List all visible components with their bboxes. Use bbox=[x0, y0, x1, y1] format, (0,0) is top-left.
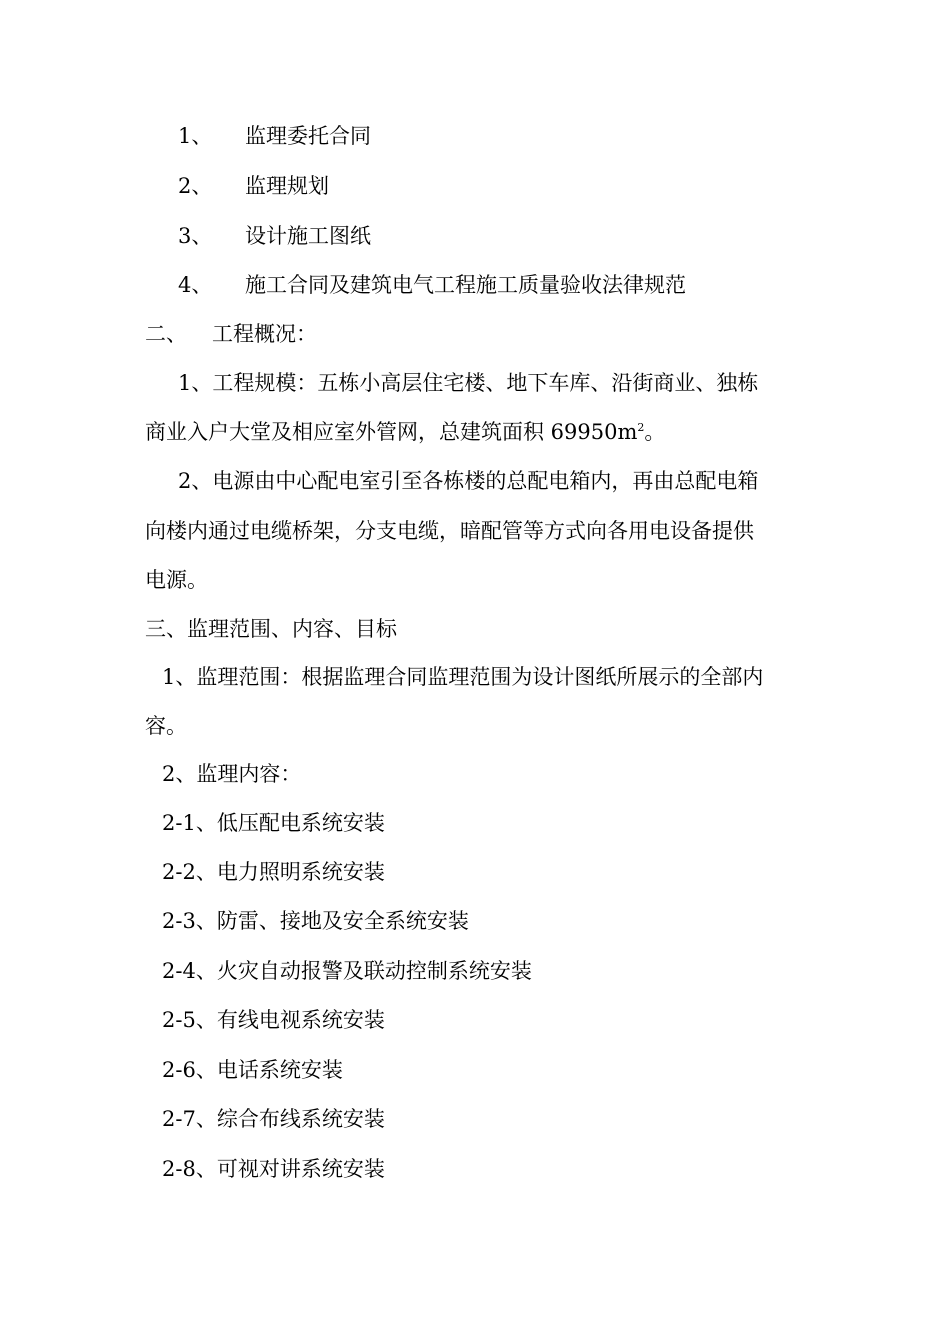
paragraph-line bbox=[0, 709, 950, 743]
section-heading bbox=[0, 612, 950, 646]
list-item bbox=[0, 954, 950, 988]
paragraph-text: 容。 bbox=[145, 714, 187, 738]
basis-item-number: 2、 bbox=[178, 174, 213, 198]
list-item bbox=[0, 1152, 950, 1186]
list-item bbox=[0, 1102, 950, 1136]
section-title: 三、监理范围、内容、目标 bbox=[145, 617, 397, 641]
basis-item bbox=[0, 219, 950, 253]
basis-item-number: 3、 bbox=[178, 224, 213, 248]
list-item bbox=[0, 904, 950, 938]
paragraph-line bbox=[0, 514, 950, 548]
basis-item bbox=[0, 119, 950, 153]
basis-item-text: 监理委托合同 bbox=[245, 124, 371, 148]
list-item bbox=[0, 1003, 950, 1037]
list-item bbox=[0, 1053, 950, 1087]
paragraph-text: 1、监理范围：根据监理合同监理范围为设计图纸所展示的全部内 bbox=[162, 665, 764, 689]
list-item-text: 2-8、可视对讲系统安装 bbox=[162, 1157, 385, 1181]
paragraph-text: 向楼内通过电缆桥架，分支电缆，暗配管等方式向各用电设备提供 bbox=[145, 519, 754, 543]
basis-item-number: 1、 bbox=[178, 124, 213, 148]
list-item bbox=[0, 806, 950, 840]
paragraph-line bbox=[0, 660, 950, 694]
section-title: 工程概况： bbox=[212, 322, 317, 346]
paragraph-text: 2、电源由中心配电室引至各栋楼的总配电箱内，再由总配电箱 bbox=[178, 469, 759, 493]
basis-item-text: 监理规划 bbox=[245, 174, 329, 198]
paragraph-line bbox=[0, 464, 950, 498]
paragraph-line bbox=[0, 366, 950, 400]
paragraph-text: 电源。 bbox=[145, 568, 208, 592]
list-item-text: 2-3、防雷、接地及安全系统安装 bbox=[162, 909, 469, 933]
list-item-text: 2-4、火灾自动报警及联动控制系统安装 bbox=[162, 959, 532, 983]
list-item-text: 2-1、低压配电系统安装 bbox=[162, 811, 385, 835]
paragraph-line bbox=[0, 415, 950, 449]
basis-item-text: 设计施工图纸 bbox=[245, 224, 371, 248]
list-item bbox=[0, 855, 950, 889]
paragraph-text: 1、工程规模：五栋小高层住宅楼、地下车库、沿街商业、独栋 bbox=[178, 371, 759, 395]
area-text: 商业入户大堂及相应室外管网，总建筑面积 69950m bbox=[145, 420, 638, 444]
area-unit-superscript: 2 bbox=[637, 421, 645, 434]
paragraph-line bbox=[0, 563, 950, 597]
list-item-text: 2-7、综合布线系统安装 bbox=[162, 1107, 385, 1131]
basis-item-number: 4、 bbox=[178, 273, 213, 297]
basis-item bbox=[0, 169, 950, 203]
paragraph-text bbox=[145, 415, 665, 449]
subsection-title: 2、监理内容： bbox=[162, 762, 302, 786]
basis-item bbox=[0, 268, 950, 302]
section-heading bbox=[0, 317, 950, 351]
list-item-text: 2-6、电话系统安装 bbox=[162, 1058, 343, 1082]
sentence-end: 。 bbox=[644, 420, 666, 444]
subsection-heading bbox=[0, 757, 950, 791]
basis-item-text: 施工合同及建筑电气工程施工质量验收法律规范 bbox=[245, 273, 686, 297]
list-item-text: 2-2、电力照明系统安装 bbox=[162, 860, 385, 884]
list-item-text: 2-5、有线电视系统安装 bbox=[162, 1008, 385, 1032]
section-number: 二、 bbox=[145, 322, 187, 346]
